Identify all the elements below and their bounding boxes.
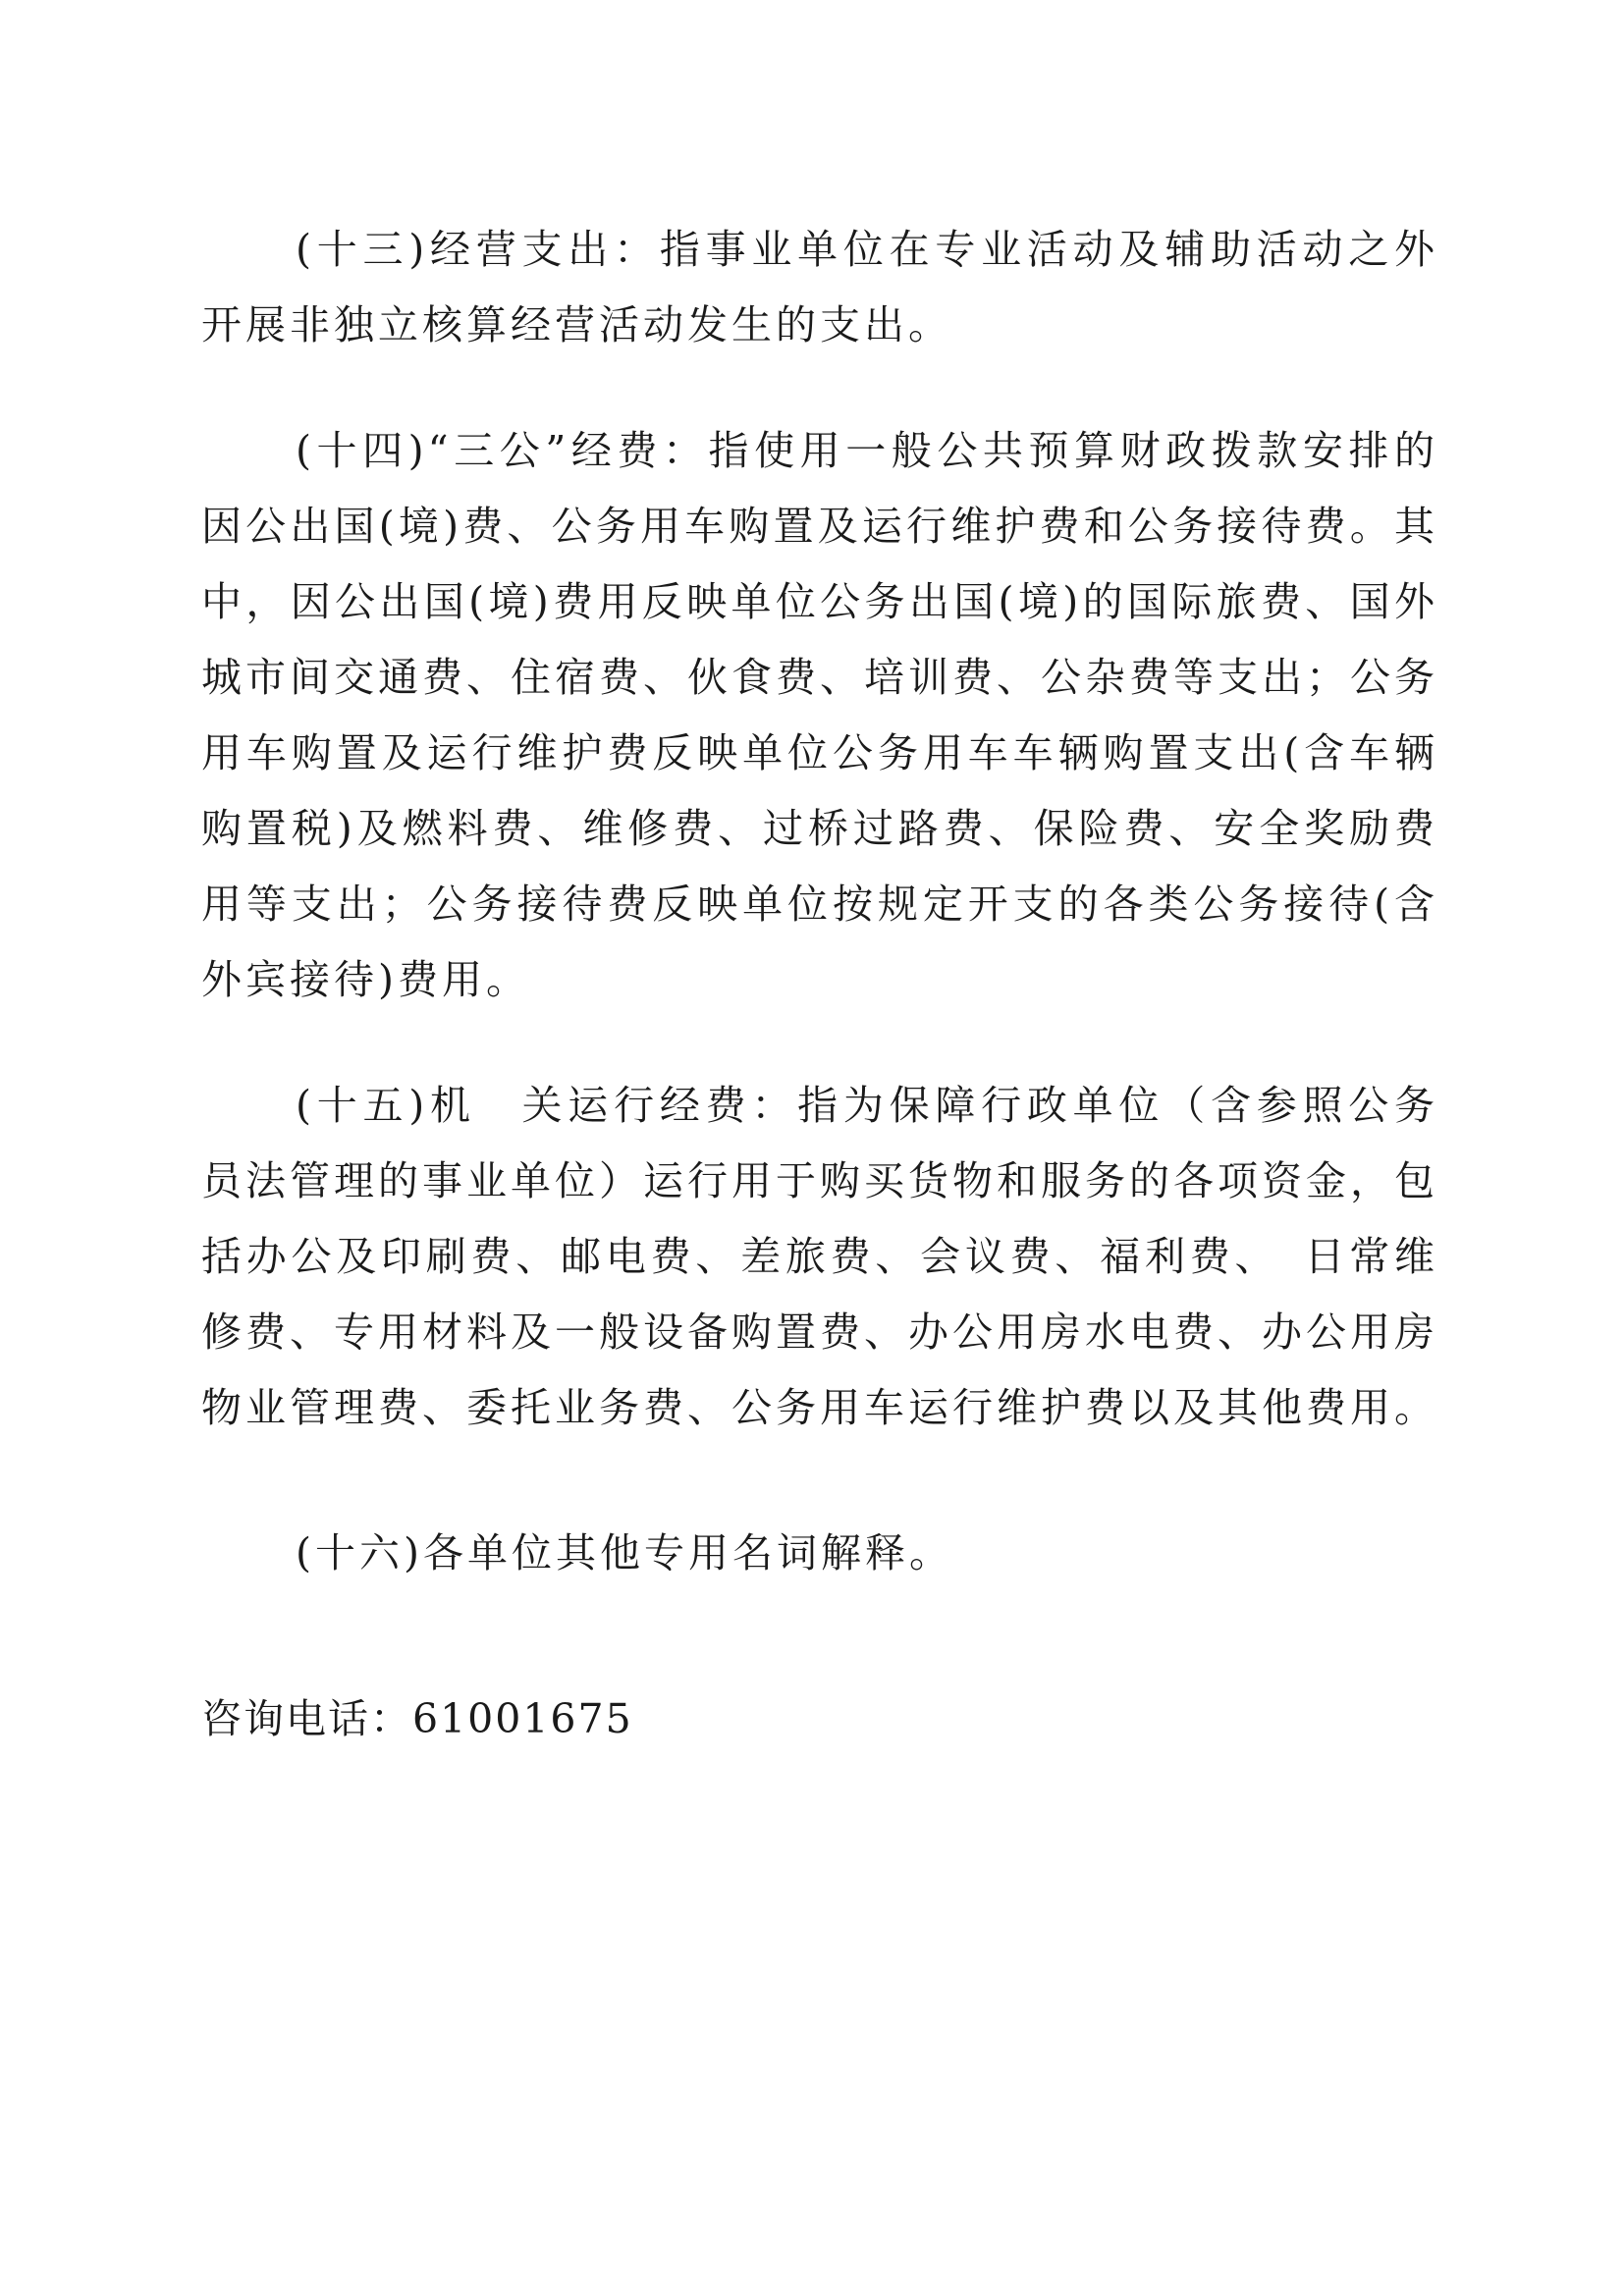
paragraph-13-business-expenditure: (十三)经营支出：指事业单位在专业活动及辅助活动之外开展非独立核算经营活动发生的支出。 [201, 226, 1438, 348]
paragraph-16-other-terms: (十六)各单位其他专用名词解释。 [296, 1529, 953, 1576]
paragraph-14-three-public-expenses: (十四)“三公”经费：指使用一般公共预算财政拨款安排的因公出国(境)费、公务用车购置及运行维护费和公务接待费。其中，因公出国(境)费用反映单位公务出国(境)的国际旅费、国外城市间交通费、住宿费、伙食费、培训费、公杂费等支出；公务用车购置及运行维护费反映单位公务用车车辆购置支出(含车辆购置税)及燃料费、维修费、过桥过路费、保险费、安全奖励费用等支出；公务接待费反映单位按规定开支的各类公务接待(含外宾接待)费用。 [201, 427, 1438, 1003]
contact-phone: 咨询电话：61001675 [201, 1695, 633, 1742]
paragraph-15-agency-operating-expenses: (十五)机 关运行经费：指为保障行政单位（含参照公务员法管理的事业单位）运行用于购买货物和服务的各项资金，包括办公及印刷费、邮电费、差旅费、会议费、福利费、 日常维修费、专用材料及一般设备购置费、办公用房水电费、办公用房物业管理费、委托业务费、公务用车运行维护费以及其他费用。 [201, 1082, 1438, 1431]
